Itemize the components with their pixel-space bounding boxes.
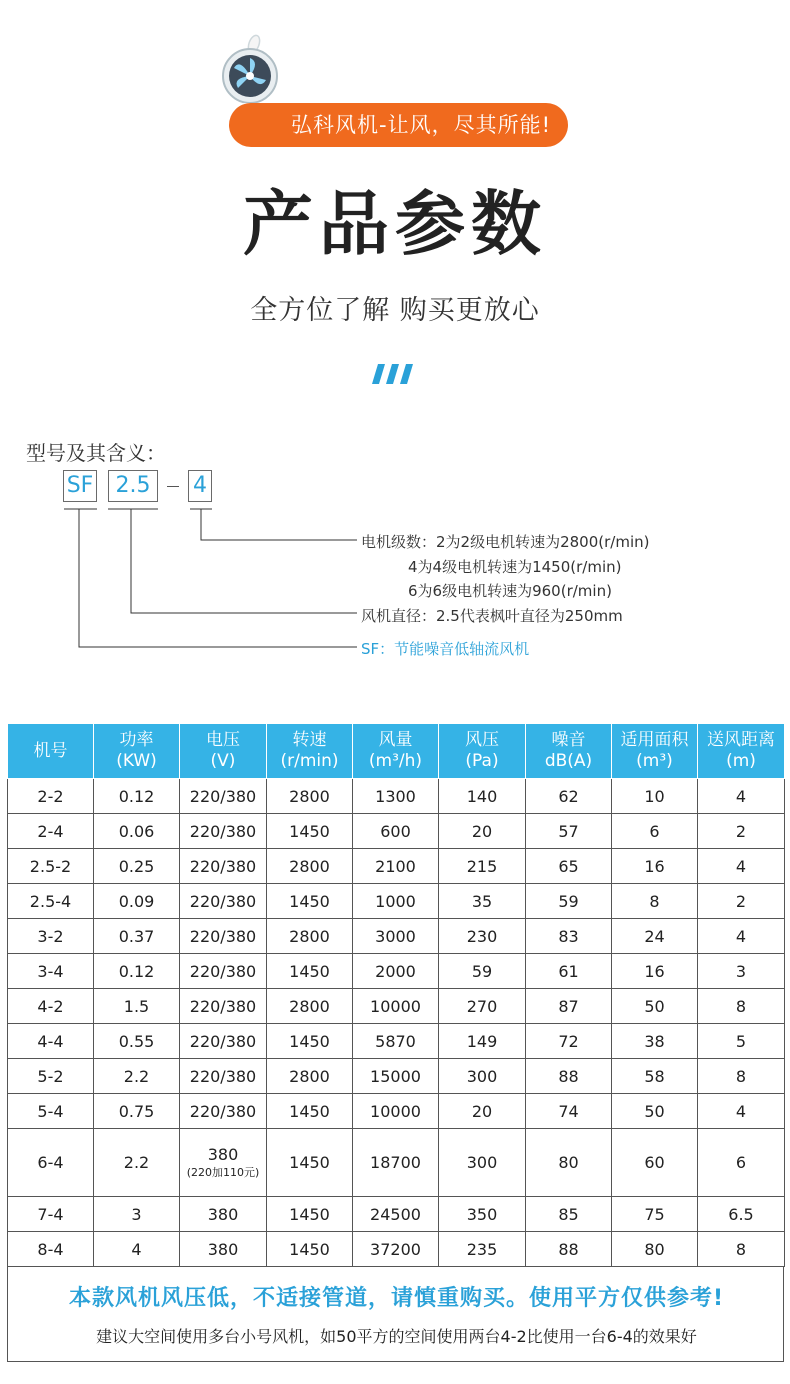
table-cell: 2.2 [94, 1059, 180, 1094]
table-cell: 35 [439, 884, 526, 919]
slogan-banner: 弘科风机-让风，尽其所能! [229, 103, 568, 147]
table-cell: 0.09 [94, 884, 180, 919]
table-header-cell [698, 724, 785, 779]
table-cell: 8 [698, 1232, 785, 1267]
table-cell: 220/380 [180, 849, 267, 884]
table-cell: 5-4 [8, 1094, 94, 1129]
note-poles-line2: 4为4级电机转速为1450(r/min) [408, 558, 622, 576]
table-cell: 1450 [267, 814, 353, 849]
table-cell: 6.5 [698, 1197, 785, 1232]
table-cell: 8 [698, 1059, 785, 1094]
table-cell: 18700 [353, 1129, 439, 1197]
table-header-text: (m³/h) [368, 751, 423, 771]
note-poles-line1: 电机级数：2为2级电机转速为2800(r/min) [361, 533, 650, 551]
model-code-dash [167, 486, 179, 487]
table-cell: 215 [439, 849, 526, 884]
table-header-cell [94, 724, 180, 779]
model-code-poles: 4 [188, 470, 212, 502]
table-cell: 2100 [353, 849, 439, 884]
table-cell: 74 [526, 1094, 612, 1129]
table-cell: 6-4 [8, 1129, 94, 1197]
table-cell: 65 [526, 849, 612, 884]
notice-box [7, 1267, 784, 1362]
table-cell: 20 [439, 1094, 526, 1129]
table-cell: 380 [180, 1197, 267, 1232]
table-cell: 88 [526, 1059, 612, 1094]
table-cell: 0.06 [94, 814, 180, 849]
table-cell: 1450 [267, 954, 353, 989]
table-header-text: 送风距离 [707, 730, 775, 750]
table-cell: 61 [526, 954, 612, 989]
table-cell: 20 [439, 814, 526, 849]
table-cell: 1.5 [94, 989, 180, 1024]
note-poles-line3: 6为6级电机转速为960(r/min) [408, 582, 612, 600]
table-body [8, 779, 785, 1267]
table-header-text: 转速 [292, 730, 327, 750]
table-cell: 80 [612, 1232, 698, 1267]
table-header-cell [353, 724, 439, 779]
table-cell: 24500 [353, 1197, 439, 1232]
table-cell: 6 [698, 1129, 785, 1197]
table-cell: 59 [526, 884, 612, 919]
table-cell: 10 [612, 779, 698, 814]
table-cell: 1450 [267, 1129, 353, 1197]
table-cell: 5870 [353, 1024, 439, 1059]
table-cell: 75 [612, 1197, 698, 1232]
table-header-cell [526, 724, 612, 779]
table-cell: 2-2 [8, 779, 94, 814]
table-cell: 80 [526, 1129, 612, 1197]
table-row [8, 1094, 785, 1129]
table-cell: 4 [698, 779, 785, 814]
table-header-cell [8, 724, 94, 779]
page-title: 产品参数 [243, 183, 547, 265]
table-cell: 4 [94, 1232, 180, 1267]
table-cell: 1450 [267, 1232, 353, 1267]
table-header-text: 电压 [206, 730, 240, 750]
slash-decoration [372, 364, 418, 384]
table-cell: 4-2 [8, 989, 94, 1024]
table-cell: 1450 [267, 1024, 353, 1059]
table-row [8, 1024, 785, 1059]
table-row [8, 849, 785, 884]
table-cell: 37200 [353, 1232, 439, 1267]
table-row [8, 1232, 785, 1267]
table-cell: 0.75 [94, 1094, 180, 1129]
notice-warning: 本款风机风压低，不适接管道，请慎重购买。使用平方仅供参考! [68, 1286, 725, 1311]
table-row [8, 884, 785, 919]
table-cell: 16 [612, 954, 698, 989]
table-cell: 2800 [267, 779, 353, 814]
table-cell: 149 [439, 1024, 526, 1059]
table-header-text: 噪音 [551, 730, 586, 750]
table-cell: 5-2 [8, 1059, 94, 1094]
model-code-diameter: 2.5 [108, 470, 158, 502]
table-row [8, 1129, 785, 1197]
table-cell: 300 [439, 1129, 526, 1197]
voltage-value: 380 [207, 1144, 239, 1164]
table-cell: 1450 [267, 884, 353, 919]
table-cell: 4 [698, 849, 785, 884]
table-header-text: (V) [210, 751, 236, 771]
table-header-text: dB(A) [544, 751, 593, 771]
note-diameter: 风机直径：2.5代表枫叶直径为250mm [361, 607, 623, 625]
table-cell: 8-4 [8, 1232, 94, 1267]
table-cell: 3-4 [8, 954, 94, 989]
table-cell: 220/380 [180, 884, 267, 919]
table-header-text: 风量 [378, 730, 413, 750]
table-cell: 3-2 [8, 919, 94, 954]
table-cell: 8 [698, 989, 785, 1024]
table-cell: 4-4 [8, 1024, 94, 1059]
voltage-footnote: (220加110元) [186, 1165, 260, 1179]
table-header-cell [267, 724, 353, 779]
table-header-text: 风压 [465, 730, 499, 750]
table-cell: 220/380 [180, 989, 267, 1024]
table-cell: 88 [526, 1232, 612, 1267]
model-code-series: SF [63, 470, 97, 502]
table-cell: 24 [612, 919, 698, 954]
table-header-row [8, 724, 785, 779]
table-cell: 38 [612, 1024, 698, 1059]
table-cell: 1300 [353, 779, 439, 814]
table-cell: 10000 [353, 989, 439, 1024]
table-header-text: (m³) [636, 751, 673, 771]
table-header-cell [612, 724, 698, 779]
table-cell: 4 [698, 1094, 785, 1129]
table-cell: 10000 [353, 1094, 439, 1129]
table-cell: 50 [612, 1094, 698, 1129]
table-header-text: 机号 [33, 740, 68, 761]
table-header-text: 适用面积 [620, 730, 689, 750]
table-cell: 220/380 [180, 919, 267, 954]
table-cell: 5 [698, 1024, 785, 1059]
table-cell: 3 [94, 1197, 180, 1232]
table-cell: 3000 [353, 919, 439, 954]
table-cell: 350 [439, 1197, 526, 1232]
table-row [8, 814, 785, 849]
table-cell: 0.25 [94, 849, 180, 884]
table-cell: 220/380 [180, 779, 267, 814]
table-cell: 7-4 [8, 1197, 94, 1232]
table-cell: 58 [612, 1059, 698, 1094]
table-row [8, 779, 785, 814]
table-row [8, 1059, 785, 1094]
table-cell: 72 [526, 1024, 612, 1059]
table-cell: 0.37 [94, 919, 180, 954]
model-caption: 型号及其含义： [26, 441, 166, 465]
table-cell: 0.55 [94, 1024, 180, 1059]
table-cell: 50 [612, 989, 698, 1024]
table-cell: 62 [526, 779, 612, 814]
table-row [8, 1197, 785, 1232]
table-cell: 2.2 [94, 1129, 180, 1197]
table-header-text: (m) [726, 751, 756, 771]
table-cell: 2 [698, 814, 785, 849]
table-cell: 2800 [267, 849, 353, 884]
table-cell: 220/380 [180, 1024, 267, 1059]
table-cell: 220/380 [180, 1094, 267, 1129]
table-cell: 2.5-4 [8, 884, 94, 919]
table-cell: 220/380 [180, 814, 267, 849]
table-header-cell [439, 724, 526, 779]
table-cell: 16 [612, 849, 698, 884]
table-header-text: (Pa) [465, 751, 499, 771]
table-cell: 140 [439, 779, 526, 814]
table-cell: 235 [439, 1232, 526, 1267]
table-cell: 60 [612, 1129, 698, 1197]
table-cell: 8 [612, 884, 698, 919]
table-cell: 2.5-2 [8, 849, 94, 884]
table-cell: 2-4 [8, 814, 94, 849]
table-cell: 57 [526, 814, 612, 849]
table-cell: 2800 [267, 919, 353, 954]
table-row [8, 989, 785, 1024]
table-cell: 1450 [267, 1094, 353, 1129]
table-cell: 6 [612, 814, 698, 849]
table-row [8, 954, 785, 989]
table-cell: 1450 [267, 1197, 353, 1232]
table-cell: 4 [698, 919, 785, 954]
table-cell: 380 [180, 1232, 267, 1267]
table-cell: 220/380 [180, 954, 267, 989]
table-header-text: 功率 [119, 730, 154, 750]
table-cell: 230 [439, 919, 526, 954]
table-cell: 2000 [353, 954, 439, 989]
model-leader-lines [0, 500, 790, 660]
table-cell: 2800 [267, 989, 353, 1024]
table-cell [180, 1129, 267, 1197]
note-series: SF：节能噪音低轴流风机 [361, 640, 530, 658]
table-cell: 220/380 [180, 1059, 267, 1094]
table-cell: 0.12 [94, 779, 180, 814]
table-cell: 270 [439, 989, 526, 1024]
table-cell: 0.12 [94, 954, 180, 989]
table-cell: 1000 [353, 884, 439, 919]
table-row [8, 919, 785, 954]
spec-table-wrapper [7, 723, 784, 1267]
table-header-text: (r/min) [280, 751, 339, 771]
table-cell: 3 [698, 954, 785, 989]
spec-table [7, 723, 785, 1267]
table-cell: 59 [439, 954, 526, 989]
table-header-cell [180, 724, 267, 779]
table-cell: 83 [526, 919, 612, 954]
notice-tip: 建议大空间使用多台小号风机，如50平方的空间使用两台4-2比使用一台6-4的效果好 [96, 1327, 697, 1346]
table-cell: 85 [526, 1197, 612, 1232]
table-cell: 87 [526, 989, 612, 1024]
table-cell: 2 [698, 884, 785, 919]
page-subtitle: 全方位了解 购买更放心 [250, 295, 540, 326]
table-header-text: (KW) [116, 751, 157, 771]
table-cell: 2800 [267, 1059, 353, 1094]
table-cell: 600 [353, 814, 439, 849]
table-cell: 300 [439, 1059, 526, 1094]
table-cell: 15000 [353, 1059, 439, 1094]
